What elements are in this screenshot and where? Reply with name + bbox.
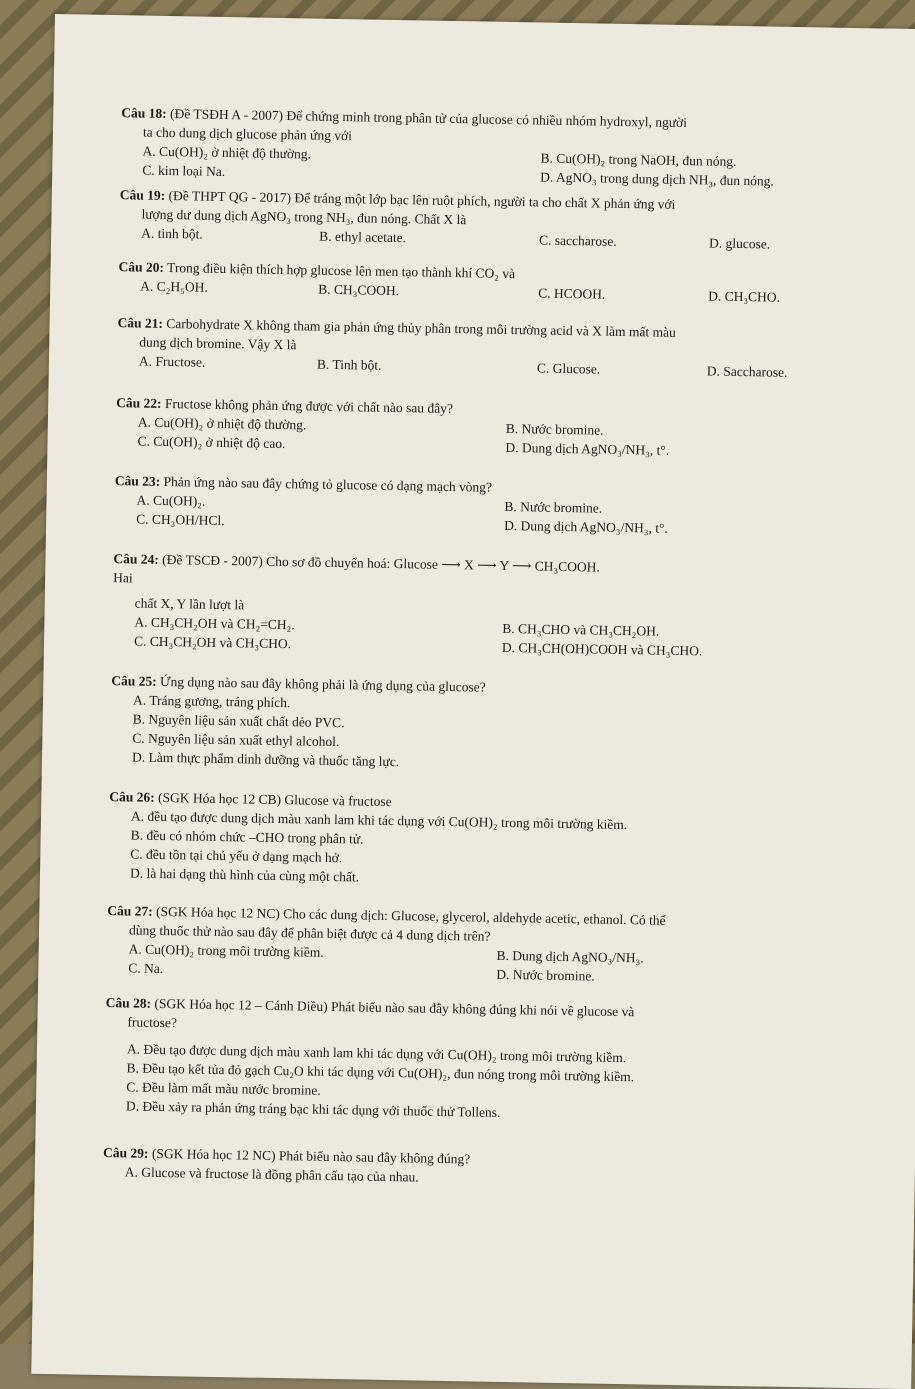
- question-label: Câu 23:: [114, 473, 161, 489]
- option-a: A. đều tạo được dung dịch màu xanh lam khi tác dụng với Cu(OH)₂ trong môi trường kiềm.: [130, 808, 628, 833]
- option-d: D. Saccharose.: [706, 363, 788, 380]
- question-text: (SGK Hóa học 12 NC) Cho các dung dịch: Glucose, glycerol, aldehyde acetic, ethanol. Có thể: [155, 903, 666, 928]
- option-c: C. kim loại Na.: [142, 162, 226, 179]
- question-text: Fructose không phản ứng được với chất nào sau đây?: [164, 395, 454, 417]
- option-d: D. Dung dịch AgNO₃/NH₃, t°.: [505, 439, 670, 458]
- option-a: A. C₂H₅OH.: [140, 278, 208, 295]
- question-text-cont: lượng dư dung dịch AgNO₃ trong NH₃, đun nóng. Chất X là: [141, 206, 467, 228]
- option-a: A. Fructose.: [138, 353, 206, 370]
- question-18: [120, 103, 911, 193]
- question-text: Ứng dụng nào sau đây không phải là ứng dụng của glucose?: [160, 673, 486, 695]
- question-27: [106, 901, 897, 991]
- option-b: B. Cu(OH)₂ trong NaOH, đun nóng.: [540, 150, 737, 169]
- question-label: Câu 22:: [116, 395, 162, 411]
- question-label: Câu 25:: [111, 673, 157, 689]
- option-c: C. CH₃CH₂OH và CH₃CHO.: [133, 633, 292, 652]
- option-a: A. Cu(OH)₂.: [136, 492, 206, 509]
- option-d: D. CH₃CH(OH)COOH và CH₃CHO.: [501, 639, 703, 659]
- question-label: Câu 21:: [117, 315, 164, 331]
- question-label: Câu 20:: [118, 259, 165, 275]
- option-b: B. ethyl acetate.: [319, 228, 407, 246]
- question-label: Câu 26:: [109, 789, 155, 805]
- option-c: C. Đều làm mất màu nước bromine.: [126, 1079, 321, 1098]
- question-text-cont: fructose?: [127, 1014, 178, 1031]
- question-text: Carbohydrate X không tham gia phản ứng thủy phân trong môi trường acid và X làm mất màu: [166, 315, 676, 340]
- option-a: A. Cu(OH)₂ trong môi trường kiềm.: [128, 941, 324, 960]
- question-text-cont: chất X, Y lần lượt là: [134, 595, 245, 613]
- option-d: D. Dung dịch AgNO₃/NH₃, t°.: [504, 517, 668, 536]
- question-text-cont: dung dịch bromine. Vậy X là: [139, 334, 297, 353]
- option-b: B. Dung dịch AgNO₃/NH₃.: [496, 947, 644, 966]
- question-28: [104, 993, 896, 1129]
- option-c: C. HCOOH.: [538, 285, 606, 302]
- question-19: [119, 185, 910, 256]
- option-c: C. Na.: [128, 960, 164, 977]
- question-text: (SGK Hóa học 12 – Cánh Diều) Phát biểu nào sau đây không đúng khi nói về glucose và: [154, 995, 635, 1020]
- question-text-cont: ta cho dung dịch glucose phản ứng với: [142, 124, 353, 144]
- question-text: (Đề THPT QG - 2017) Để tráng một lớp bạc lên ruột phích, người ta cho chất X phản ứng với: [168, 188, 676, 212]
- option-c: C. CH₃OH/HCl.: [136, 511, 225, 529]
- option-c: C. saccharose.: [538, 232, 617, 249]
- option-b: B. Nước bromine.: [504, 498, 603, 516]
- option-d: D. Nước bromine.: [496, 966, 595, 984]
- option-b: B. Nguyên liệu sản xuất chất dẻo PVC.: [132, 711, 345, 731]
- option-b: B. CH₃COOH.: [318, 281, 400, 299]
- option-a: A. Tráng gương, tráng phích.: [132, 692, 291, 711]
- option-b: B. Tinh bột.: [316, 356, 382, 373]
- option-d: D. CH₃CHO.: [708, 288, 781, 305]
- option-a: A. Cu(OH)₂ ở nhiệt độ thường.: [137, 414, 307, 433]
- option-c: C. đều tồn tại chủ yếu ở dạng mạch hở.: [130, 846, 343, 866]
- option-c: C. Glucose.: [536, 360, 601, 377]
- question-24: [112, 549, 904, 664]
- option-b: B. Nước bromine.: [505, 420, 604, 438]
- option-c: C. Nguyên liệu sản xuất ethyl alcohol.: [132, 730, 340, 750]
- question-22: [115, 393, 906, 464]
- option-b: B. CH₃CHO và CH₃CH₂OH.: [502, 620, 660, 639]
- option-a: A. CH₃CH₂OH và CH₂=CH₂.: [134, 614, 295, 633]
- option-d: D. là hai dạng thù hình của cùng một chất.: [129, 865, 360, 885]
- question-text-cont: Hai: [113, 570, 133, 586]
- option-a: A. Cu(OH)₂ ở nhiệt độ thường.: [142, 143, 312, 162]
- question-text: Trong điều kiện thích hợp glucose lên men tạo thành khí CO₂ và: [166, 259, 516, 282]
- question-list: [103, 75, 912, 1185]
- question-20: [118, 257, 909, 309]
- option-b: B. đều có nhóm chức –CHO trong phân tử.: [130, 827, 364, 847]
- question-29: [103, 1143, 894, 1195]
- question-text: (SGK Hóa học 12 NC) Phát biểu nào sau đây không đúng?: [151, 1145, 471, 1167]
- question-label: Câu 18:: [121, 105, 167, 121]
- worksheet-page: [31, 14, 915, 1389]
- question-26: [108, 787, 900, 896]
- question-text: (Đề TSĐH A - 2007) Để chứng minh trong phân tử của glucose có nhiều nhóm hydroxyl, người: [169, 106, 688, 131]
- question-23: [114, 471, 905, 542]
- option-b: B. Đều tạo kết tủa đỏ gạch Cu₂O khi tác dụng với Cu(OH)₂, đun nóng trong môi trường kiềm.: [126, 1060, 635, 1085]
- question-text: (Đề TSCĐ - 2007) Cho sơ đồ chuyển hoá: Glucose ⟶ X ⟶ Y ⟶ CH₃COOH.: [162, 551, 600, 575]
- question-label: Câu 28:: [105, 995, 152, 1011]
- option-c: C. Cu(OH)₂ ở nhiệt độ cao.: [137, 433, 286, 452]
- question-text: (SGK Hóa học 12 CB) Glucose và fructose: [157, 789, 392, 809]
- question-label: Câu 24:: [113, 551, 160, 567]
- option-a: A. tinh bột.: [141, 225, 203, 242]
- option-d: D. glucose.: [708, 235, 771, 252]
- option-d: D. AgNO₃ trong dung dịch NH₃, đun nóng.: [540, 169, 774, 189]
- question-label: Câu 27:: [107, 903, 153, 919]
- option-d: D. Làm thực phẩm dinh dưỡng và thuốc tăng lực.: [131, 749, 400, 770]
- option-d: D. Đều xảy ra phản ứng tráng bạc khi tác dụng với thuốc thử Tollens.: [125, 1098, 501, 1120]
- option-a: A. Đều tạo được dung dịch màu xanh lam khi tác dụng với Cu(OH)₂ trong môi trường kiềm.: [126, 1041, 627, 1066]
- question-21: [117, 313, 908, 384]
- option-a: A. Glucose và fructose là đồng phân cấu tạo của nhau.: [124, 1164, 419, 1185]
- question-label: Câu 19:: [119, 187, 166, 203]
- question-25: [110, 671, 902, 780]
- question-label: Câu 29:: [103, 1145, 149, 1161]
- question-text: Phản ứng nào sau đây chứng tỏ glucose có dạng mạch vòng?: [163, 473, 493, 495]
- question-text-cont: dùng thuốc thử nào sau đây để phân biệt được cả 4 dung dịch trên?: [128, 922, 491, 944]
